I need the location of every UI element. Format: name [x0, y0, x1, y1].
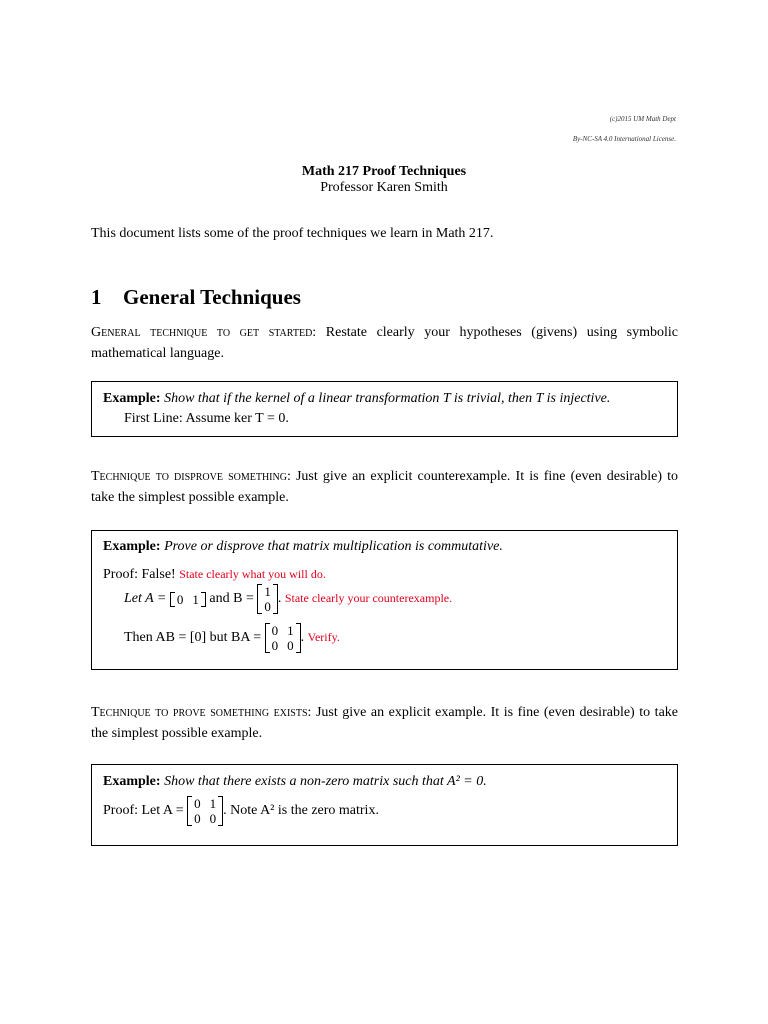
example-statement: Prove or disprove that matrix multiplication is commutative.	[164, 539, 503, 554]
technique-prove-exists	[91, 702, 678, 744]
matrix-ba: 0 1 0 0	[265, 623, 301, 653]
annotation-counterexample: State clearly your counterexample.	[284, 591, 453, 606]
matrix-a: 0 1	[170, 592, 206, 607]
section-number: 1	[91, 285, 102, 309]
technique-text: Just give an explicit counterexample. It is fine (even desirable) to take the simplest possible example.	[91, 469, 678, 505]
matrix-b: 1 0	[257, 584, 278, 614]
technique-heading: General technique to get started:	[91, 325, 317, 340]
title-main: Math 217 Proof Techniques	[301, 164, 467, 179]
let-a-text: Let A =	[124, 591, 167, 607]
example-label: Example:	[103, 539, 161, 554]
proof-label: Proof: False!	[103, 567, 176, 582]
example-box-commutative: Example: Prove or disprove that matrix multiplication is commutative. Proof: False! State clearly what you will do. Let A = 0 1 and B = 1 0 . State clearly your counterexample. Then AB = [0] but BA = 0 1 0 0 . Verify.	[91, 530, 678, 670]
document-title	[0, 164, 768, 196]
example-box-kernel	[91, 381, 678, 437]
section-title: General Techniques	[123, 285, 301, 309]
example-label: Example:	[103, 774, 161, 789]
annotation-state-plan: State clearly what you will do.	[179, 567, 326, 581]
example-box-nonzero-matrix	[91, 764, 678, 846]
technique-disprove	[91, 466, 678, 508]
intro-paragraph: This document lists some of the proof techniques we learn in Math 217.	[91, 226, 494, 241]
technique-heading: Technique to prove something exists:	[91, 705, 312, 720]
technique-text: Restate clearly your hypotheses (givens) using symbolic mathematical language.	[91, 325, 678, 361]
technique-heading: Technique to disprove something:	[91, 469, 291, 484]
technique-text: Just give an explicit example. It is fine (even desirable) to take the simplest possible example.	[91, 705, 678, 741]
and-b-text: and B =	[209, 591, 254, 607]
matrix-nilpotent: 0 1 0 0	[187, 796, 223, 826]
copyright-note: (c)2015 UM Math Dept	[609, 115, 676, 123]
proof-let-text: Proof: Let A =	[103, 803, 184, 819]
license-note: By-NC-SA 4.0 International License.	[572, 135, 676, 143]
zero-matrix-note: . Note A² is the zero matrix.	[223, 803, 379, 819]
title-author: Professor Karen Smith	[320, 180, 448, 195]
technique-get-started	[91, 322, 678, 364]
example-label: Example:	[103, 391, 161, 406]
section-heading	[91, 285, 301, 310]
example-first-line: First Line: Assume ker T = 0.	[124, 411, 289, 426]
example-statement: Show that if the kernel of a linear transformation T is trivial, then T is injective.	[164, 391, 611, 406]
then-text: Then AB = [0] but BA =	[124, 630, 262, 646]
example-statement: Show that there exists a non-zero matrix such that A² = 0.	[164, 774, 487, 789]
annotation-verify: Verify.	[307, 630, 340, 645]
